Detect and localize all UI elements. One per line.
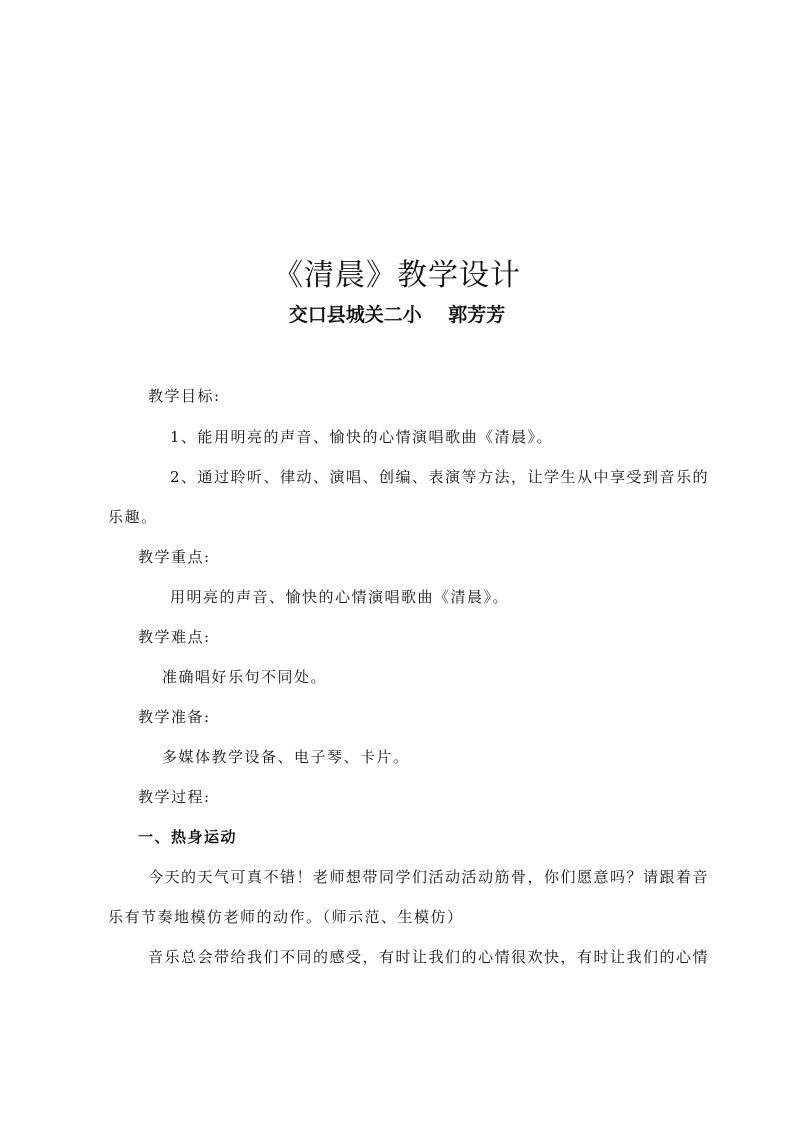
preparation-text: 多媒体教学设备、电子琴、卡片。	[162, 748, 410, 766]
document-title: 《清晨》教学设计	[273, 258, 521, 293]
difficulties-text: 准确唱好乐句不同处。	[162, 668, 328, 686]
objectives-heading: 教学目标:	[148, 387, 221, 405]
author-line: 交口县城关二小 郭芳芳	[288, 304, 506, 326]
section-1-heading: 一、热身运动	[138, 828, 238, 846]
objective-item-1: 1、能用明亮的声音、愉快的心情演唱歌曲《清晨》。	[170, 428, 554, 446]
key-points-text: 用明亮的声音、愉快的心情演唱歌曲《清晨》。	[170, 588, 510, 606]
paragraph-2-line-1: 音乐总会带给我们不同的感受，有时让我们的心情很欢快，有时让我们的心情	[148, 948, 710, 966]
process-heading: 教学过程:	[138, 788, 211, 806]
paragraph-1-line-1: 今天的天气可真不错！老师想带同学们活动活动筋骨，你们愿意吗？请跟着音	[148, 868, 710, 886]
difficulties-heading: 教学难点:	[138, 628, 211, 646]
preparation-heading: 教学准备:	[138, 708, 211, 726]
objective-item-2-line-2: 乐趣。	[108, 508, 158, 526]
paragraph-1-line-2: 乐有节奏地模仿老师的动作。（师示范、生模仿）	[108, 908, 464, 926]
key-points-heading: 教学重点:	[138, 548, 211, 566]
objective-item-2-line-1: 2、通过聆听、律动、演唱、创编、表演等方法，让学生从中享受到音乐的	[170, 468, 710, 486]
